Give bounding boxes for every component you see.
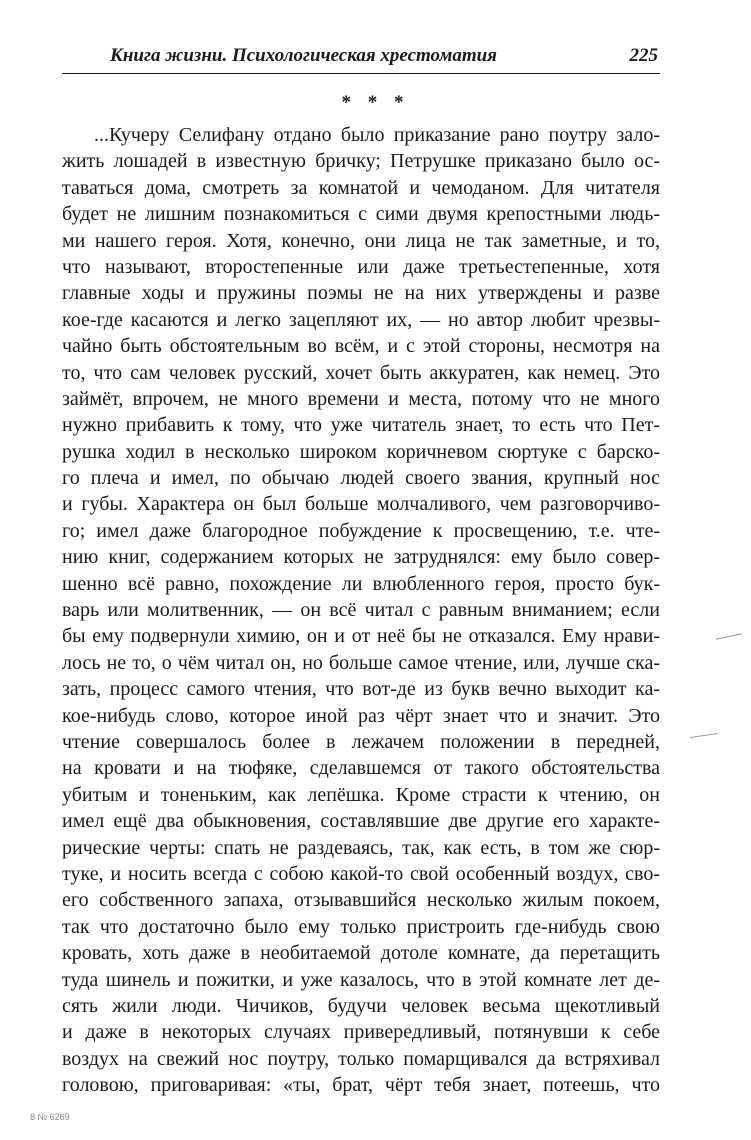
header-rule — [62, 73, 660, 74]
text-line: лось не то, о чём читал он, но больше самое чтение, или, лучше ска- — [62, 651, 660, 674]
text-line: будет не лишним познакомиться с сими двумя крепостными людь- — [62, 203, 660, 226]
page-number: 225 — [629, 45, 658, 66]
text-line: что называют, второстепенные или даже третьестепенные, хотя — [62, 255, 660, 278]
text-line: так что достаточно было ему только пристроить где-нибудь свою — [62, 915, 660, 938]
text-line: нужно прибавить к тому, что уже читатель знает, то есть что Пет- — [62, 414, 660, 437]
text-line: рические черты: спать не раздеваясь, так, как есть, в том же сюр- — [62, 836, 660, 859]
text-line: го плеча и имел, по обычаю людей своего звания, крупный нос — [62, 467, 660, 490]
section-mark: * * * — [341, 92, 410, 113]
text-line: ...Кучеру Селифану отдано было приказание рано поутру зало- — [94, 124, 660, 146]
text-line: нию книг, содержанием которых не затруднялся: ему было совер- — [62, 546, 660, 569]
running-header — [110, 44, 658, 74]
margin-pencil-mark — [716, 633, 742, 639]
text-line: варь или молитвенник, — он всё читал с равным вниманием; если — [62, 599, 660, 622]
text-line: и даже в некоторых случаях привередливый, потянувши к себе — [62, 1021, 660, 1044]
text-line: и губы. Характера он был больше молчаливого, чем разговорчиво- — [62, 493, 660, 516]
text-line: кое-где касаются и легко зацепляют их, — но автор любит чрезвы- — [62, 308, 660, 331]
print-code: 8 № 6269 — [30, 1112, 70, 1122]
text-line: чайно быть обстоятельным во всём, и с этой стороны, несмотря на — [62, 335, 660, 358]
body-text — [62, 122, 660, 1098]
text-line: на кровати и на тюфяке, сделавшемся от такого обстоятельства — [62, 757, 660, 780]
text-line: жить лошадей в известную бричку; Петрушке приказано было ос- — [62, 150, 660, 173]
text-line: зать, процесс самого чтения, что вот-де из букв вечно выходит ка- — [62, 678, 660, 701]
text-line: главные ходы и пружины поэмы не на них утверждены и разве — [62, 282, 660, 305]
running-header-title: Книга жизни. Психологическая хрестоматия — [110, 45, 497, 66]
margin-pencil-mark — [690, 733, 718, 738]
text-line: ми нашего героя. Хотя, конечно, они лица не так заметные, и то, — [62, 229, 660, 252]
text-line: чтение совершалось более в лежачем положении в передней, — [62, 730, 660, 753]
text-line: то, что сам человек русский, хочет быть аккуратен, как немец. Это — [62, 361, 660, 384]
text-line: убитым и тоненьким, как лепёшка. Кроме страсти к чтению, он — [62, 783, 660, 806]
text-line: займёт, впрочем, не много времени и места, потому что не много — [62, 387, 660, 410]
text-line: его собственного запаха, отзывавшийся несколько жилым покоем, — [62, 889, 660, 912]
text-line: рушка ходил в несколько широком коричневом сюртуке с барско- — [62, 440, 660, 463]
text-line: туда шинель и пожитки, и уже казалось, что в этой комнате лет де- — [62, 968, 660, 991]
text-line: воздух на свежий нос поутру, только помарщивался да встряхивал — [62, 1047, 660, 1070]
text-line: кровать, хоть даже в необитаемой дотоле комнате, да перетащить — [62, 942, 660, 965]
text-line: кое-нибудь слово, которое иной раз чёрт знает что и значит. Это — [62, 704, 660, 727]
text-line: туке, и носить всегда с собою какой-то свой особенный воздух, сво- — [62, 862, 660, 885]
text-line: имел ещё два обыкновения, составлявшие две другие его характе- — [62, 810, 660, 833]
text-line: сять жили люди. Чичиков, будучи человек весьма щекотливый — [62, 994, 660, 1017]
text-line: таваться дома, смотреть за комнатой и чемоданом. Для читателя — [62, 176, 660, 199]
text-line: головою, приговаривая: «ты, брат, чёрт тебя знает, потеешь, что — [62, 1074, 660, 1097]
text-line: го; имел даже благородное побуждение к просвещению, т.е. чте- — [62, 519, 660, 542]
text-line: шенно всё равно, похождение ли влюбленного героя, просто бук- — [62, 572, 660, 595]
text-line: бы ему подвернули химию, он и от неё бы не отказался. Ему нрави- — [62, 625, 660, 648]
